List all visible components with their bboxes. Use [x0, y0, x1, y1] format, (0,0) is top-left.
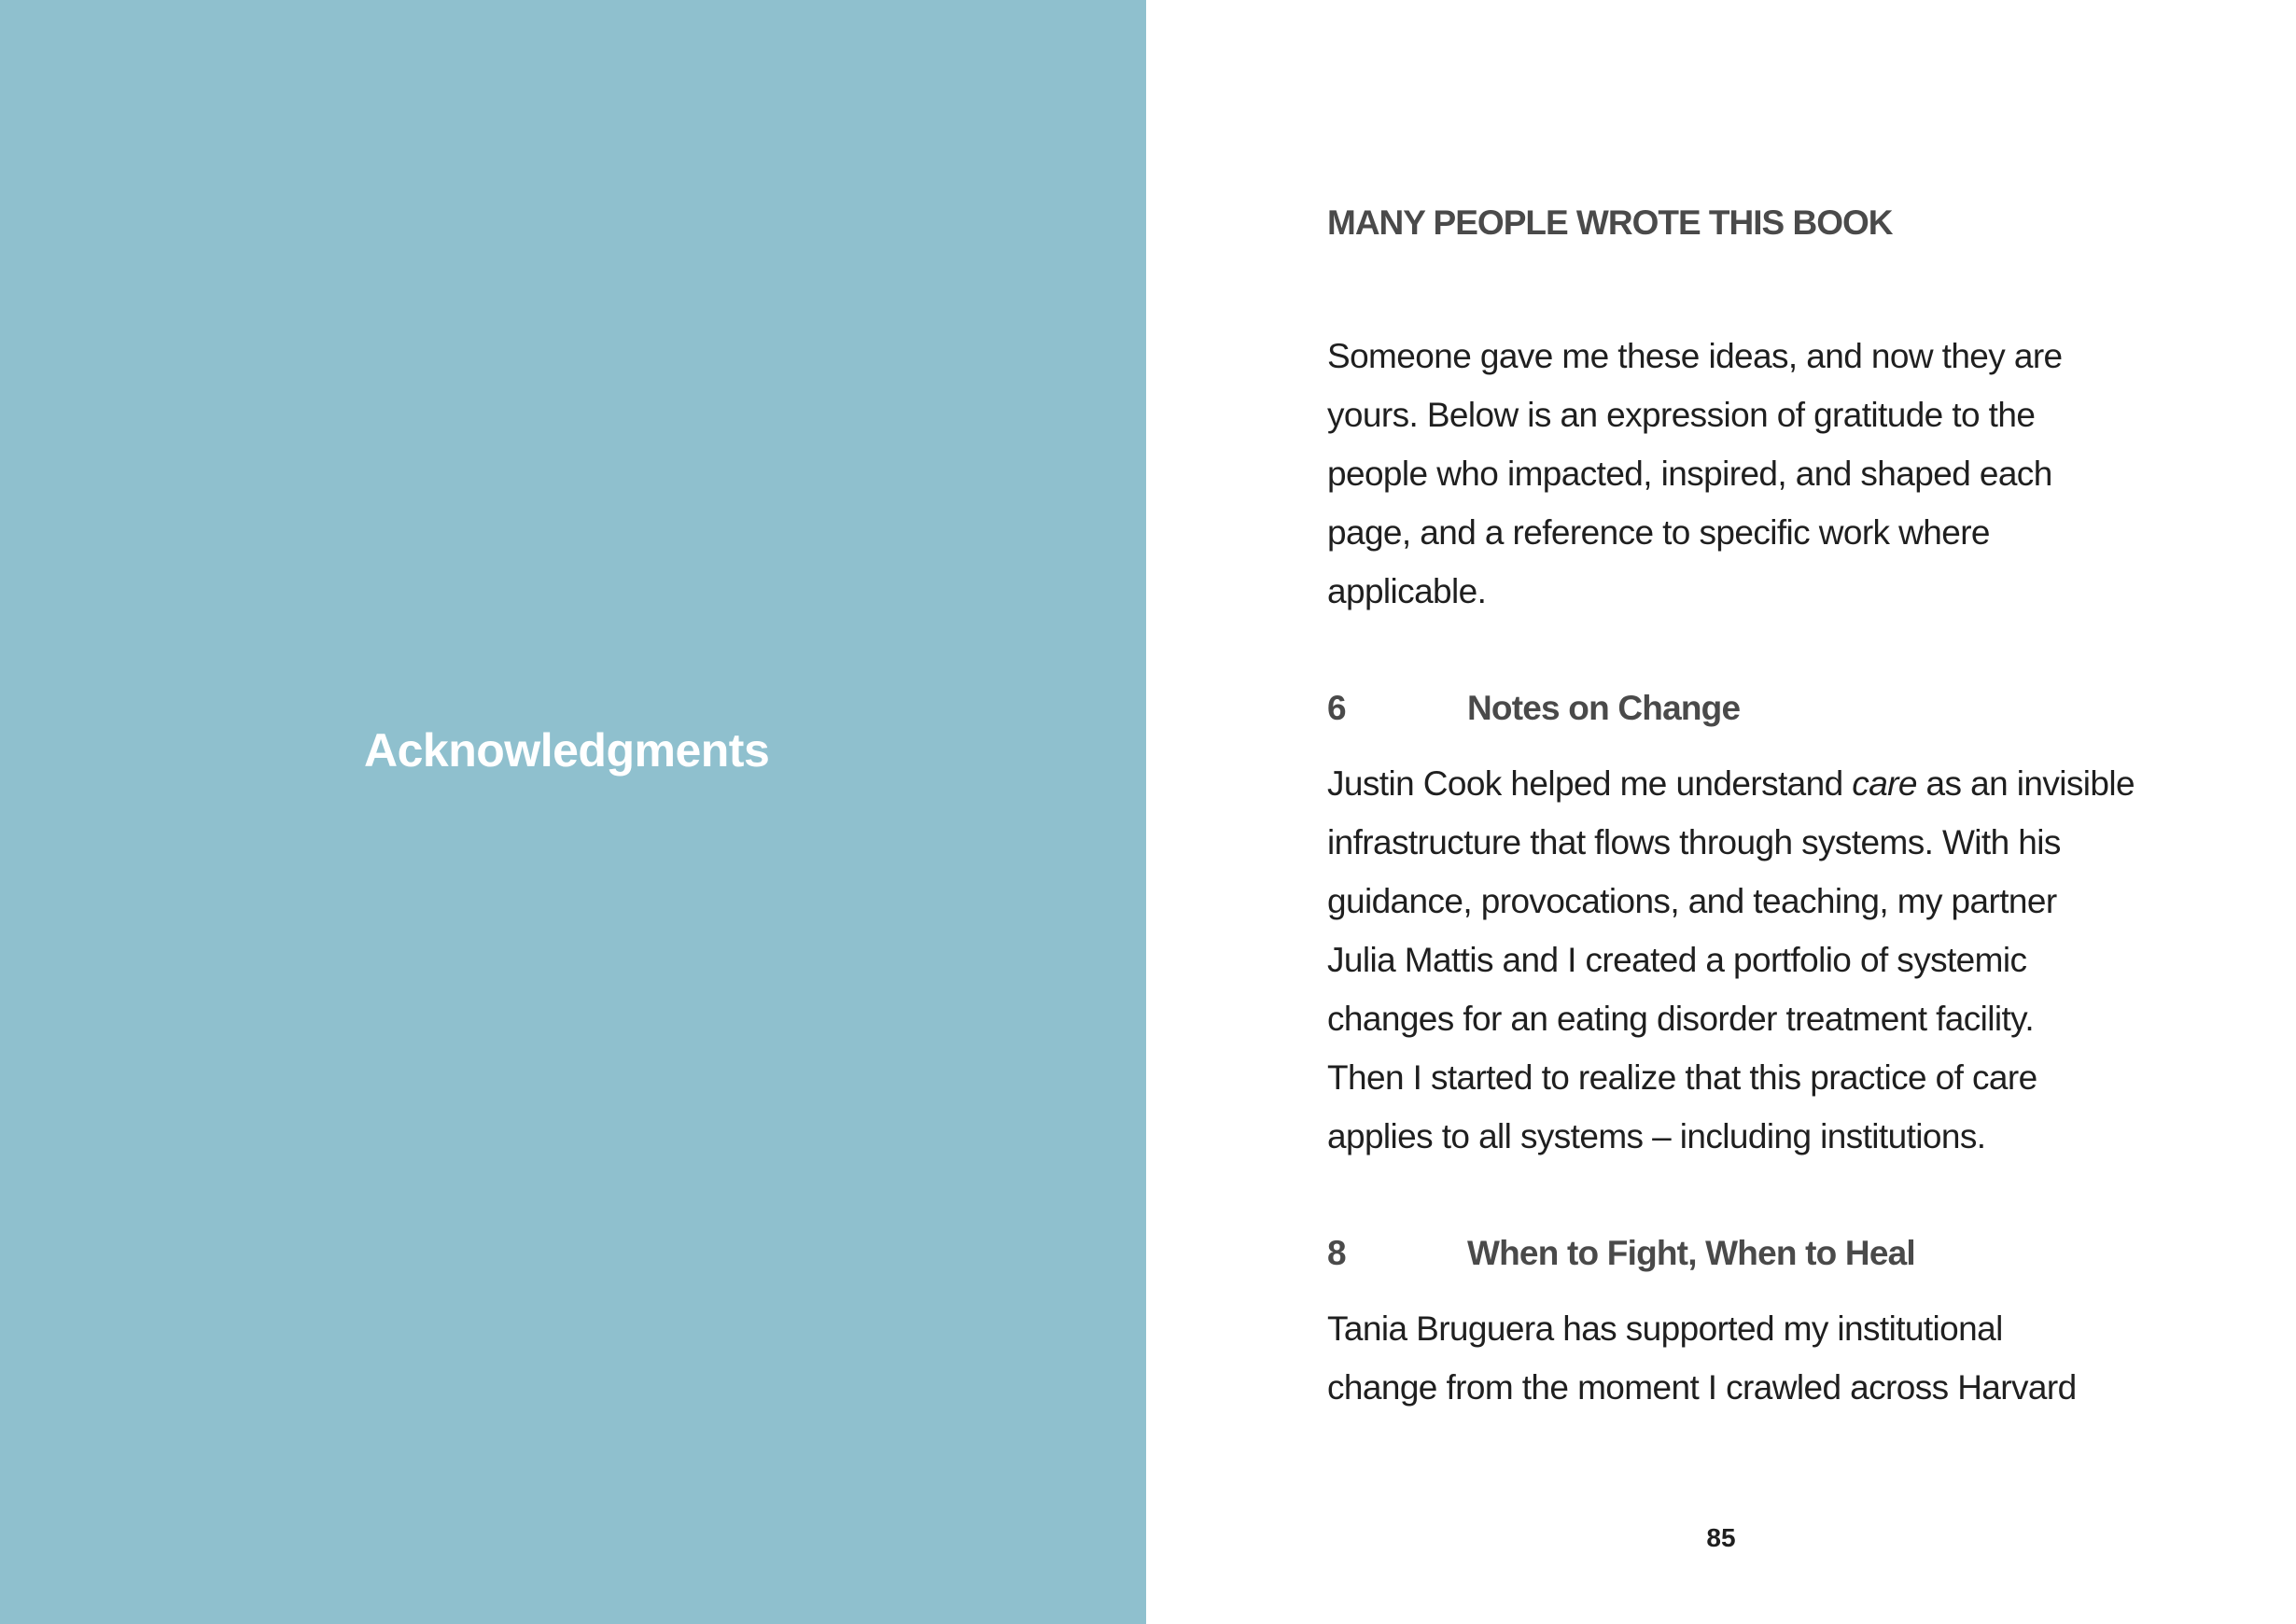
entry-paragraph [1327, 754, 2261, 1166]
text-line: applies to all systems – including institutions. [1327, 1117, 1986, 1155]
entry-heading [1327, 689, 1740, 728]
text-line: page, and a reference to specific work where [1327, 513, 1990, 552]
right-page [1146, 0, 2296, 1624]
chapter-title: Acknowledgments [364, 724, 770, 777]
text-run: Justin Cook helped me understand [1327, 764, 1853, 803]
emphasis-text: care [1852, 764, 1917, 803]
text-line: Someone gave me these ideas, and now they are [1327, 337, 2063, 375]
text-line: infrastructure that flows through systems. With his [1327, 823, 2061, 861]
text-line: applicable. [1327, 572, 1487, 610]
text-line: Tania Bruguera has supported my institutional [1327, 1309, 2003, 1348]
entry-page-number: 8 [1327, 1234, 1346, 1272]
text-line [1327, 754, 2261, 813]
text-run: as an invisible [1916, 764, 2135, 803]
text-line: guidance, provocations, and teaching, my partner [1327, 882, 2057, 920]
left-page-panel [0, 0, 1146, 1624]
entry-page-number: 6 [1327, 689, 1346, 727]
text-line: change from the moment I crawled across Harvard [1327, 1368, 2077, 1407]
entry-title: Notes on Change [1467, 689, 1741, 727]
page-number: 85 [1706, 1523, 1736, 1552]
entry-paragraph [1327, 1299, 2261, 1417]
entry-heading [1327, 1234, 1915, 1273]
text-line: yours. Below is an expression of gratitude to the [1327, 396, 2036, 434]
text-line: Then I started to realize that this practice of care [1327, 1058, 2037, 1097]
intro-paragraph [1327, 327, 2261, 621]
entry-title: When to Fight, When to Heal [1467, 1234, 1915, 1272]
section-heading: MANY PEOPLE WROTE THIS BOOK [1327, 203, 1893, 242]
text-line: changes for an eating disorder treatment facility. [1327, 1000, 2035, 1038]
text-line: Julia Mattis and I created a portfolio of systemic [1327, 941, 2027, 979]
text-line: people who impacted, inspired, and shaped each [1327, 455, 2052, 493]
